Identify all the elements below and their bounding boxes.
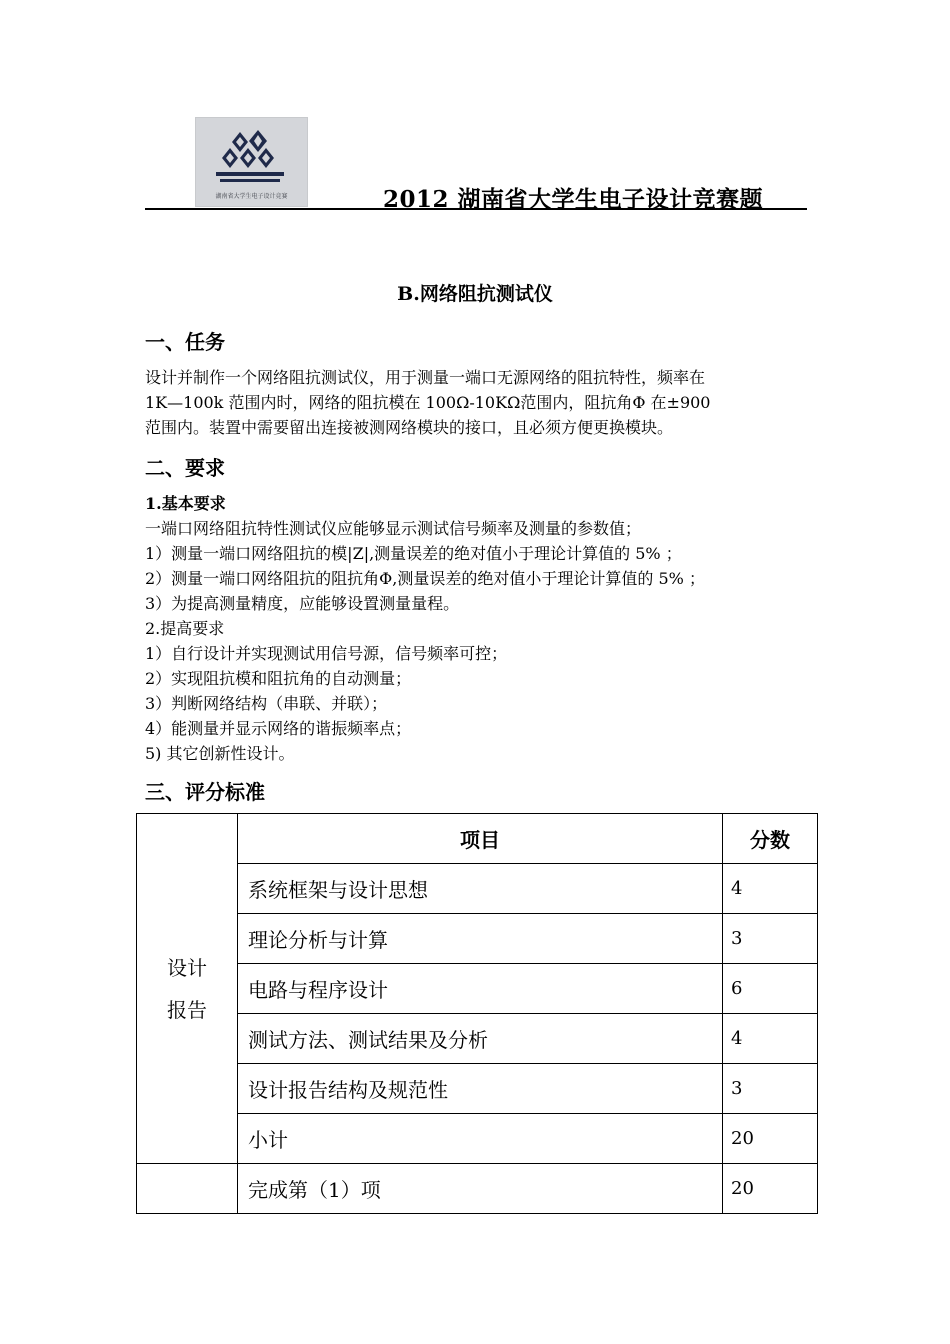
task-line: 1K—100k 范围内时，网络的阻抗模在 100Ω-10KΩ范围内，阻抗角Φ 在±900: [145, 393, 711, 412]
column-header-score: 分数: [723, 814, 818, 864]
score-cell: 4: [723, 864, 818, 914]
score-cell: 20: [723, 1114, 818, 1164]
basic-requirement-item: 2）测量一端口网络阻抗的阻抗角Φ,测量误差的绝对值小于理论计算值的 5% ；: [145, 569, 705, 588]
basic-requirements-intro: 一端口网络阻抗特性测试仪应能够显示测试信号频率及测量的参数值；: [145, 519, 642, 538]
category-cell: [137, 814, 238, 1164]
table-row: [137, 914, 818, 964]
category-line: 报告: [167, 997, 207, 1022]
item-cell: 电路与程序设计: [238, 964, 723, 1014]
advanced-requirement-item: 3）判断网络结构（串联、并联）；: [145, 694, 388, 713]
category-line: 设计: [167, 955, 207, 980]
header-divider: [145, 208, 807, 210]
basic-requirement-item: 3）为提高测量精度，应能够设置测量量程。: [145, 594, 460, 613]
section-requirements-heading: 二、要求: [145, 456, 225, 480]
table-row: [137, 1114, 818, 1164]
advanced-requirement-item: 5) 其它创新性设计。: [145, 744, 295, 763]
table-row: [137, 1014, 818, 1064]
scoring-table: [136, 813, 818, 1214]
advanced-requirement-item: 2）实现阻抗模和阻抗角的自动测量；: [145, 669, 412, 688]
item-cell: 系统框架与设计思想: [238, 864, 723, 914]
basic-requirement-item: 1）测量一端口网络阻抗的模|Z|,测量误差的绝对值小于理论计算值的 5% ；: [145, 544, 682, 563]
score-cell: 6: [723, 964, 818, 1014]
table-row: [137, 1064, 818, 1114]
section-task-heading: 一、任务: [145, 330, 225, 354]
column-header-item: 项目: [238, 814, 723, 864]
table-row: [137, 864, 818, 914]
item-cell: 理论分析与计算: [238, 914, 723, 964]
document-title: 2012 湖南省大学生电子设计竞赛题: [383, 186, 764, 213]
score-cell: 20: [723, 1164, 818, 1214]
table-row: [137, 964, 818, 1014]
advanced-requirement-item: 4）能测量并显示网络的谐振频率点；: [145, 719, 412, 738]
item-cell: 小计: [238, 1114, 723, 1164]
score-cell: 4: [723, 1014, 818, 1064]
problem-subtitle: B.网络阻抗测试仪: [397, 283, 553, 305]
score-cell: 3: [723, 1064, 818, 1114]
score-cell: 3: [723, 914, 818, 964]
section-scoring-heading: 三、评分标准: [145, 780, 265, 804]
empty-category-cell: [137, 1164, 238, 1214]
advanced-requirement-item: 1）自行设计并实现测试用信号源，信号频率可控；: [145, 644, 508, 663]
advanced-requirements-title: 2.提高要求: [145, 619, 225, 638]
item-cell: 设计报告结构及规范性: [238, 1064, 723, 1114]
task-line: 范围内。装置中需要留出连接被测网络模块的接口，且必须方便更换模块。: [145, 418, 674, 437]
basic-requirements-title: 1.基本要求: [145, 494, 226, 513]
table-row: [137, 1164, 818, 1214]
competition-logo: [195, 117, 308, 207]
item-cell: 完成第（1）项: [238, 1164, 723, 1214]
task-line: 设计并制作一个网络阻抗测试仪，用于测量一端口无源网络的阻抗特性，频率在: [145, 368, 706, 387]
item-cell: 测试方法、测试结果及分析: [238, 1014, 723, 1064]
logo-caption: 湖南省大学生电子设计竞赛: [215, 193, 288, 200]
table-header-row: [137, 814, 818, 864]
